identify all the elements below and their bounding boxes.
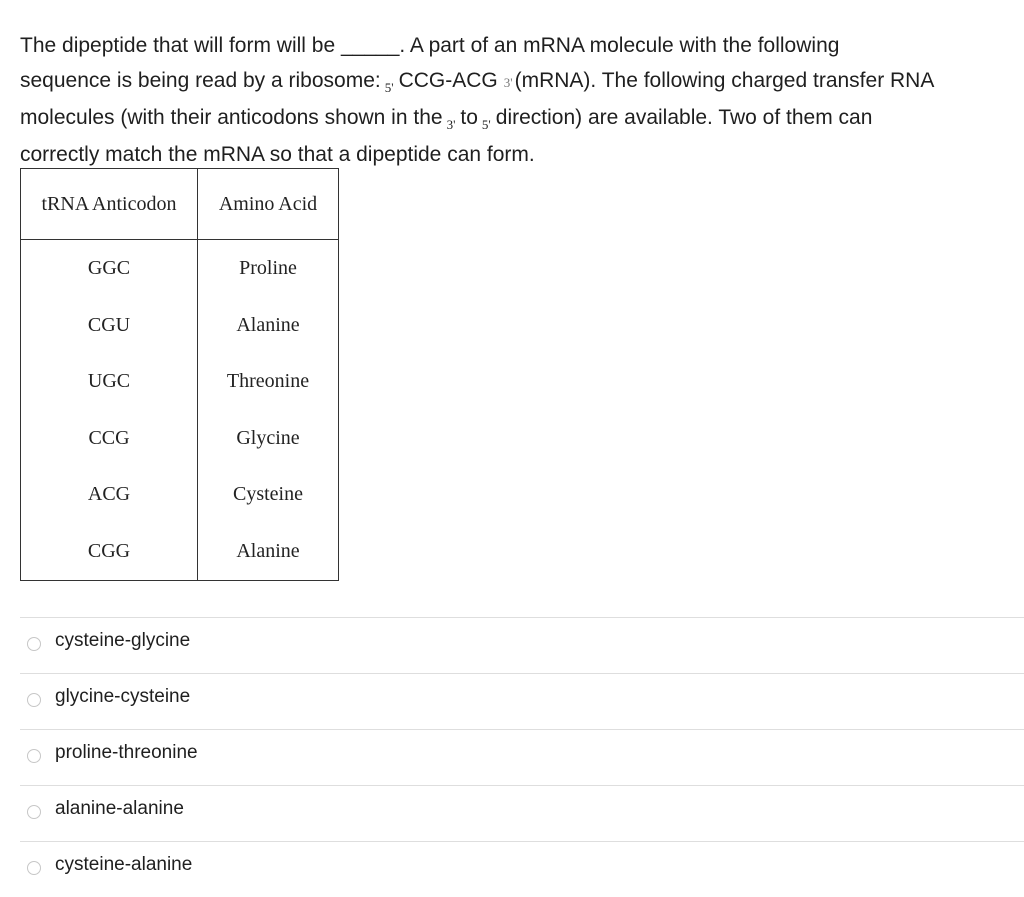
radio-button[interactable] <box>27 861 41 875</box>
question-line-3-end: direction) are available. Two of them can <box>495 106 873 129</box>
question-line-4: correctly match the mRNA so that a dipeptide can form. <box>20 143 535 166</box>
radio-button[interactable] <box>27 805 41 819</box>
answer-option-alanine-alanine[interactable] <box>20 785 1024 841</box>
radio-button[interactable] <box>27 749 41 763</box>
anticodon-cell: ACG <box>21 467 198 524</box>
table-row <box>21 410 339 467</box>
answer-option-glycine-cysteine[interactable] <box>20 673 1024 729</box>
table-row <box>21 353 339 410</box>
header-anticodon: tRNA Anticodon <box>21 169 198 240</box>
direction-from-label: 3' <box>446 117 456 132</box>
table-row <box>21 297 339 354</box>
option-label[interactable]: cysteine-glycine <box>55 630 191 651</box>
table-row <box>21 467 339 524</box>
amino-acid-cell: Cysteine <box>198 467 339 524</box>
anticodon-cell: CCG <box>21 410 198 467</box>
amino-acid-cell: Alanine <box>198 523 339 580</box>
answer-options <box>20 617 1024 897</box>
mrna-sequence: CCG-ACG <box>398 69 498 92</box>
table-row <box>21 523 339 580</box>
option-label[interactable]: cysteine-alanine <box>55 854 193 875</box>
header-amino-acid: Amino Acid <box>198 169 339 240</box>
anticodon-cell: UGC <box>21 353 198 410</box>
anticodon-cell: GGC <box>21 240 198 297</box>
option-label[interactable]: proline-threonine <box>55 742 198 763</box>
five-prime-label: 5' <box>384 80 394 95</box>
amino-acid-cell: Proline <box>198 240 339 297</box>
table-header-row <box>21 169 339 240</box>
question-line-2-start: sequence is being read by a ribosome: <box>20 69 381 92</box>
question-line-1: The dipeptide that will form will be _____. A part of an mRNA molecule with the following <box>20 34 840 57</box>
table-row <box>21 240 339 297</box>
answer-option-cysteine-alanine[interactable] <box>20 841 1024 897</box>
three-prime-label: 3' <box>503 75 513 90</box>
amino-acid-cell: Alanine <box>198 297 339 354</box>
answer-option-proline-threonine[interactable] <box>20 729 1024 785</box>
anticodon-cell: CGG <box>21 523 198 580</box>
direction-to-word: to <box>460 106 478 129</box>
radio-button[interactable] <box>27 637 41 651</box>
question-line-2-end: (mRNA). The following charged transfer RNA <box>514 69 935 92</box>
question-line-3 <box>20 100 1020 137</box>
trna-table <box>20 168 339 581</box>
radio-button[interactable] <box>27 693 41 707</box>
amino-acid-cell: Glycine <box>198 410 339 467</box>
amino-acid-cell: Threonine <box>198 353 339 410</box>
direction-to-label: 5' <box>481 117 491 132</box>
question-text <box>20 28 1020 172</box>
answer-option-cysteine-glycine[interactable] <box>20 617 1024 673</box>
option-label[interactable]: alanine-alanine <box>55 798 184 819</box>
option-label[interactable]: glycine-cysteine <box>55 686 191 707</box>
question-line-3-start: molecules (with their anticodons shown in the <box>20 106 443 129</box>
anticodon-cell: CGU <box>21 297 198 354</box>
question-line-2 <box>20 63 1020 100</box>
